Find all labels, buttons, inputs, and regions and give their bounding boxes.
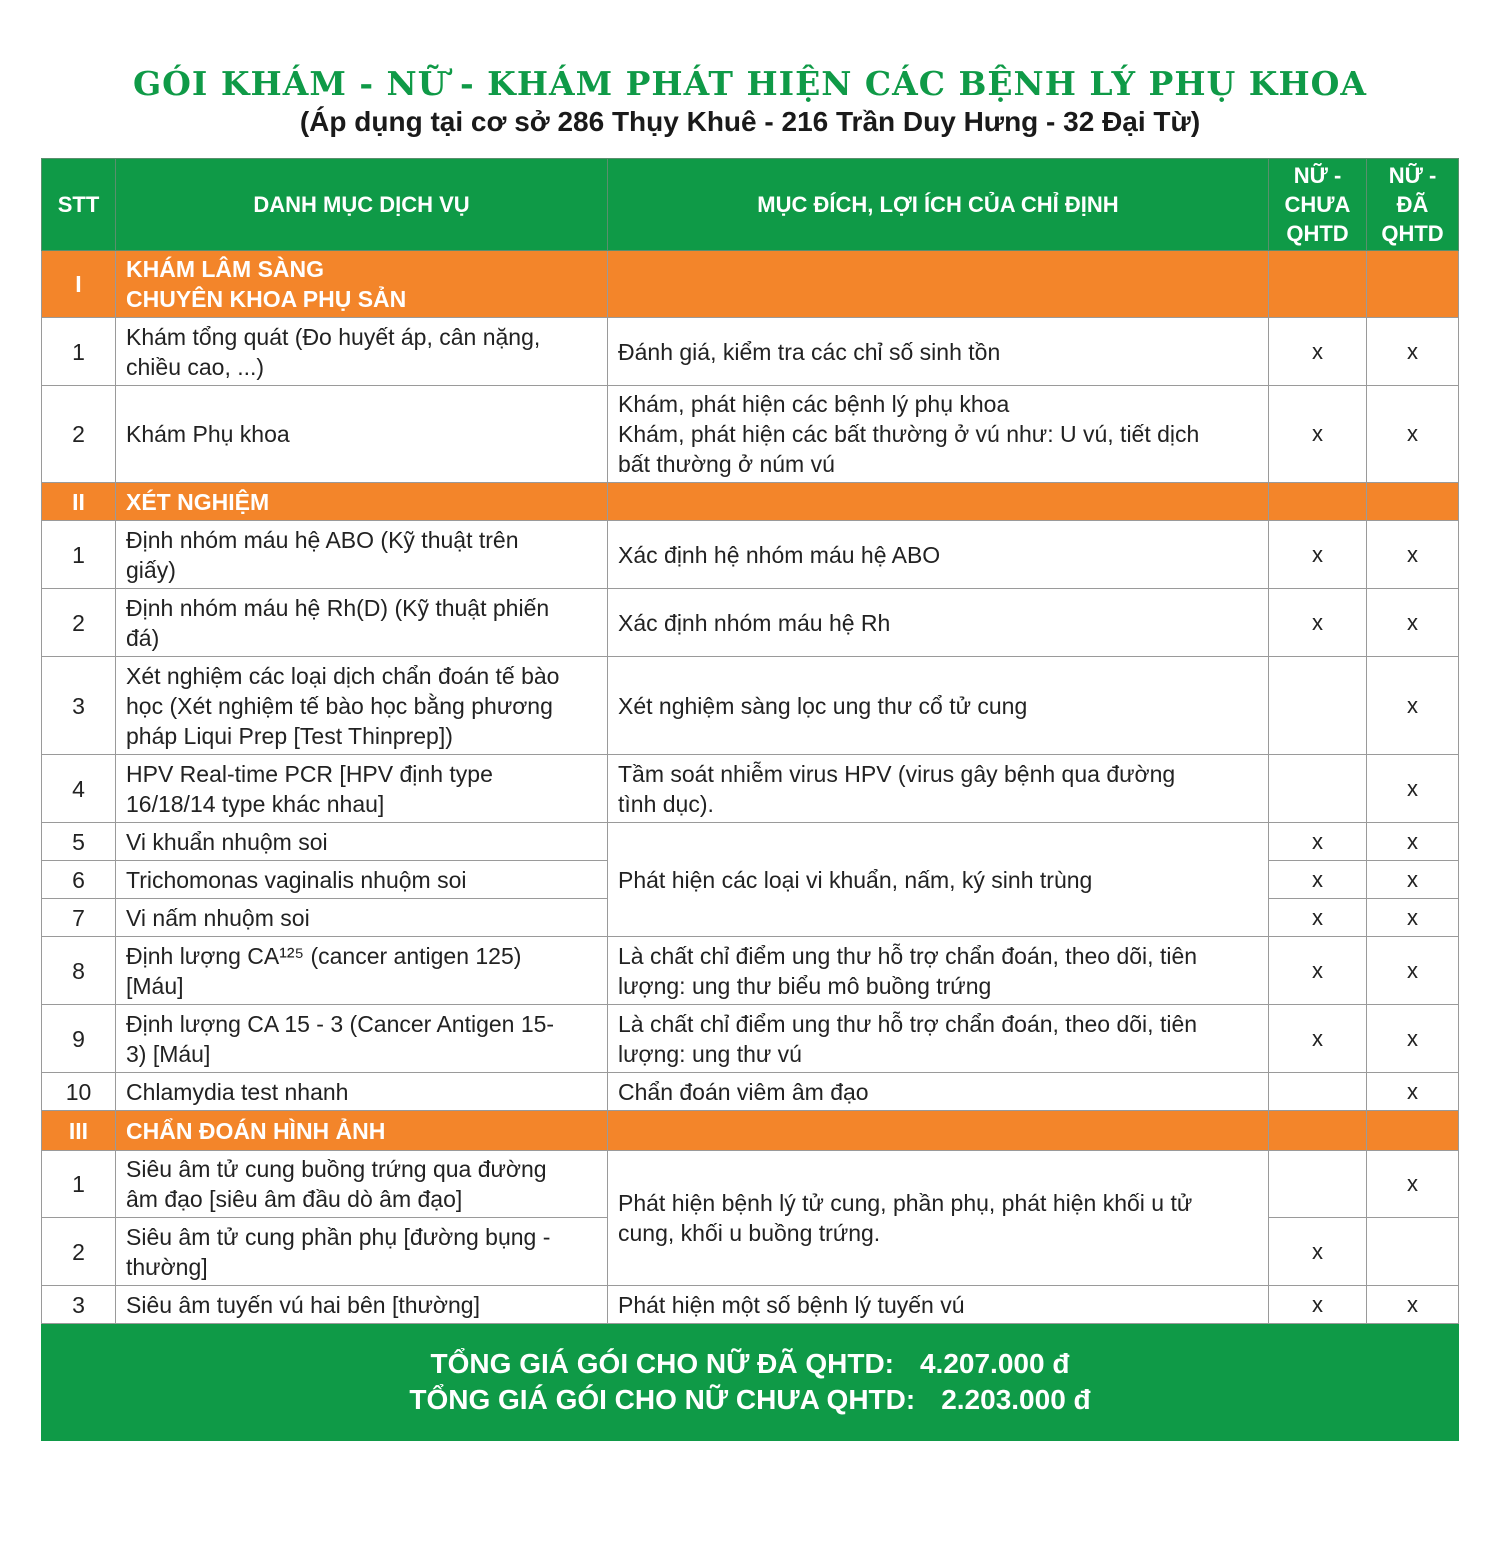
row-service: Định nhóm máu hệ ABO (Kỹ thuật trên giấy): [116, 521, 608, 589]
total-price-footer: [42, 1324, 1459, 1441]
row-check-da: x: [1367, 521, 1459, 589]
table-row: [42, 521, 1459, 589]
row-service: Vi nấm nhuộm soi: [116, 899, 608, 937]
table-row: [42, 1073, 1459, 1111]
table-row: [42, 1286, 1459, 1324]
row-check-chua: x: [1269, 1005, 1367, 1073]
row-check-da: x: [1367, 318, 1459, 386]
table-row: [42, 1005, 1459, 1073]
row-check-chua: x: [1269, 1286, 1367, 1324]
row-check-chua: [1269, 755, 1367, 823]
row-check-da: x: [1367, 1005, 1459, 1073]
row-purpose: Là chất chỉ điểm ung thư hỗ trợ chẩn đoán, theo dõi, tiên lượng: ung thư biểu mô buồng trứng: [608, 937, 1269, 1005]
row-service: Xét nghiệm các loại dịch chẩn đoán tế bào học (Xét nghiệm tế bào học bằng phương pháp Liqui Prep [Test Thinprep]): [116, 657, 608, 755]
row-service: Siêu âm tuyến vú hai bên [thường]: [116, 1286, 608, 1324]
row-check-da: x: [1367, 823, 1459, 861]
row-stt: 7: [42, 899, 116, 937]
row-purpose: Là chất chỉ điểm ung thư hỗ trợ chẩn đoán, theo dõi, tiên lượng: ung thư vú: [608, 1005, 1269, 1073]
row-check-chua: x: [1269, 899, 1367, 937]
section-number: II: [42, 483, 116, 521]
row-service: Định lượng CA 15 - 3 (Cancer Antigen 15- 3) [Máu]: [116, 1005, 608, 1073]
page-title: GÓI KHÁM - NỮ - KHÁM PHÁT HIỆN CÁC BỆNH LÝ PHỤ KHOA: [133, 64, 1367, 103]
row-check-chua: x: [1269, 318, 1367, 386]
row-purpose: Tầm soát nhiễm virus HPV (virus gây bệnh qua đường tình dục).: [608, 755, 1269, 823]
total-da-label: TỔNG GIÁ GÓI CHO NỮ ĐÃ QHTD:: [430, 1348, 894, 1379]
row-check-chua: x: [1269, 589, 1367, 657]
row-purpose-merged: Phát hiện các loại vi khuẩn, nấm, ký sinh trùng: [608, 823, 1269, 937]
row-check-da: x: [1367, 937, 1459, 1005]
section-row-i: [42, 251, 1459, 318]
section-title-line1: KHÁM LÂM SÀNG: [126, 256, 325, 282]
row-stt: 1: [42, 318, 116, 386]
row-purpose: Chẩn đoán viêm âm đạo: [608, 1073, 1269, 1111]
row-service: HPV Real-time PCR [HPV định type 16/18/14 type khác nhau]: [116, 755, 608, 823]
row-service: Định nhóm máu hệ Rh(D) (Kỹ thuật phiến đá): [116, 589, 608, 657]
row-service: Siêu âm tử cung phần phụ [đường bụng - thường]: [116, 1218, 608, 1286]
row-check-da: [1367, 1218, 1459, 1286]
row-check-chua: x: [1269, 386, 1367, 483]
total-da-value: 4.207.000 đ: [919, 1348, 1070, 1379]
row-purpose: Xét nghiệm sàng lọc ung thư cổ tử cung: [608, 657, 1269, 755]
row-stt: 2: [42, 386, 116, 483]
row-check-da: x: [1367, 861, 1459, 899]
header-service: DANH MỤC DỊCH VỤ: [116, 159, 608, 251]
row-stt: 6: [42, 861, 116, 899]
row-check-da: x: [1367, 1073, 1459, 1111]
row-check-da: x: [1367, 899, 1459, 937]
row-check-chua: x: [1269, 861, 1367, 899]
header-chua-line3: QHTD: [1286, 221, 1349, 246]
row-check-chua: x: [1269, 823, 1367, 861]
row-purpose: Đánh giá, kiểm tra các chỉ số sinh tồn: [608, 318, 1269, 386]
section-number: III: [42, 1111, 116, 1151]
header-da-line2: ĐÃ: [1396, 192, 1429, 217]
row-service: Siêu âm tử cung buồng trứng qua đường âm đạo [siêu âm đầu dò âm đạo]: [116, 1151, 608, 1218]
row-service: Chlamydia test nhanh: [116, 1073, 608, 1111]
row-purpose: Xác định hệ nhóm máu hệ ABO: [608, 521, 1269, 589]
section-title: CHẨN ĐOÁN HÌNH ẢNH: [116, 1111, 608, 1151]
row-check-chua: x: [1269, 937, 1367, 1005]
row-stt: 3: [42, 1286, 116, 1324]
row-stt: 4: [42, 755, 116, 823]
total-price-cell: [42, 1324, 1459, 1441]
row-stt: 1: [42, 521, 116, 589]
header-chua-line2: CHƯA: [1284, 192, 1351, 217]
total-chua-label: TỔNG GIÁ GÓI CHO NỮ CHƯA QHTD:: [409, 1384, 916, 1415]
section-title: [116, 251, 608, 318]
row-check-da: x: [1367, 1286, 1459, 1324]
section-title-line2: CHUYÊN KHOA PHỤ SẢN: [126, 286, 407, 312]
row-stt: 8: [42, 937, 116, 1005]
row-stt: 10: [42, 1073, 116, 1111]
table-header: [42, 159, 1459, 251]
row-stt: 3: [42, 657, 116, 755]
table-row: [42, 937, 1459, 1005]
table-row: [42, 1151, 1459, 1218]
row-check-chua: [1269, 657, 1367, 755]
row-service: Trichomonas vaginalis nhuộm soi: [116, 861, 608, 899]
table-row: [42, 589, 1459, 657]
header-chua-line1: NỮ -: [1293, 163, 1342, 188]
row-purpose: Xác định nhóm máu hệ Rh: [608, 589, 1269, 657]
header-chua-qhtd: [1269, 159, 1367, 251]
section-row-iii: [42, 1111, 1459, 1151]
header-purpose: MỤC ĐÍCH, LỢI ÍCH CỦA CHỈ ĐỊNH: [608, 159, 1269, 251]
header-da-line1: NỮ -: [1388, 163, 1437, 188]
table-row: [42, 318, 1459, 386]
row-stt: 9: [42, 1005, 116, 1073]
service-table: [41, 158, 1459, 1441]
row-check-chua: x: [1269, 521, 1367, 589]
page-subtitle: (Áp dụng tại cơ sở 286 Thụy Khuê - 216 Trần Duy Hưng - 32 Đại Từ): [299, 106, 1201, 137]
row-purpose-merged: Phát hiện bệnh lý tử cung, phần phụ, phát hiện khối u tử cung, khối u buồng trứng.: [608, 1151, 1269, 1286]
row-check-da: x: [1367, 589, 1459, 657]
row-service: Khám Phụ khoa: [116, 386, 608, 483]
row-stt: 2: [42, 589, 116, 657]
section-number: I: [42, 251, 116, 318]
row-check-da: x: [1367, 755, 1459, 823]
row-service: Vi khuẩn nhuộm soi: [116, 823, 608, 861]
row-stt: 2: [42, 1218, 116, 1286]
row-service: Định lượng CA¹²⁵ (cancer antigen 125) [Máu]: [116, 937, 608, 1005]
row-service: Khám tổng quát (Đo huyết áp, cân nặng, chiều cao, ...): [116, 318, 608, 386]
row-stt: 5: [42, 823, 116, 861]
row-stt: 1: [42, 1151, 116, 1218]
header-da-line3: QHTD: [1381, 221, 1444, 246]
row-purpose: Phát hiện một số bệnh lý tuyến vú: [608, 1286, 1269, 1324]
table-row: [42, 657, 1459, 755]
row-check-chua: x: [1269, 1218, 1367, 1286]
row-check-da: x: [1367, 657, 1459, 755]
table-row: [42, 386, 1459, 483]
row-check-da: x: [1367, 1151, 1459, 1218]
header-stt: STT: [42, 159, 116, 251]
table-row: [42, 755, 1459, 823]
row-purpose: Khám, phát hiện các bệnh lý phụ khoa Khám, phát hiện các bất thường ở vú như: U vú, tiết dịch bất thường ở núm vú: [608, 386, 1269, 483]
row-check-chua: [1269, 1151, 1367, 1218]
header-da-qhtd: [1367, 159, 1459, 251]
table-row: [42, 823, 1459, 861]
section-title: XÉT NGHIỆM: [116, 483, 608, 521]
section-row-ii: [42, 483, 1459, 521]
total-chua-value: 2.203.000 đ: [941, 1384, 1091, 1415]
row-check-chua: [1269, 1073, 1367, 1111]
row-check-da: x: [1367, 386, 1459, 483]
